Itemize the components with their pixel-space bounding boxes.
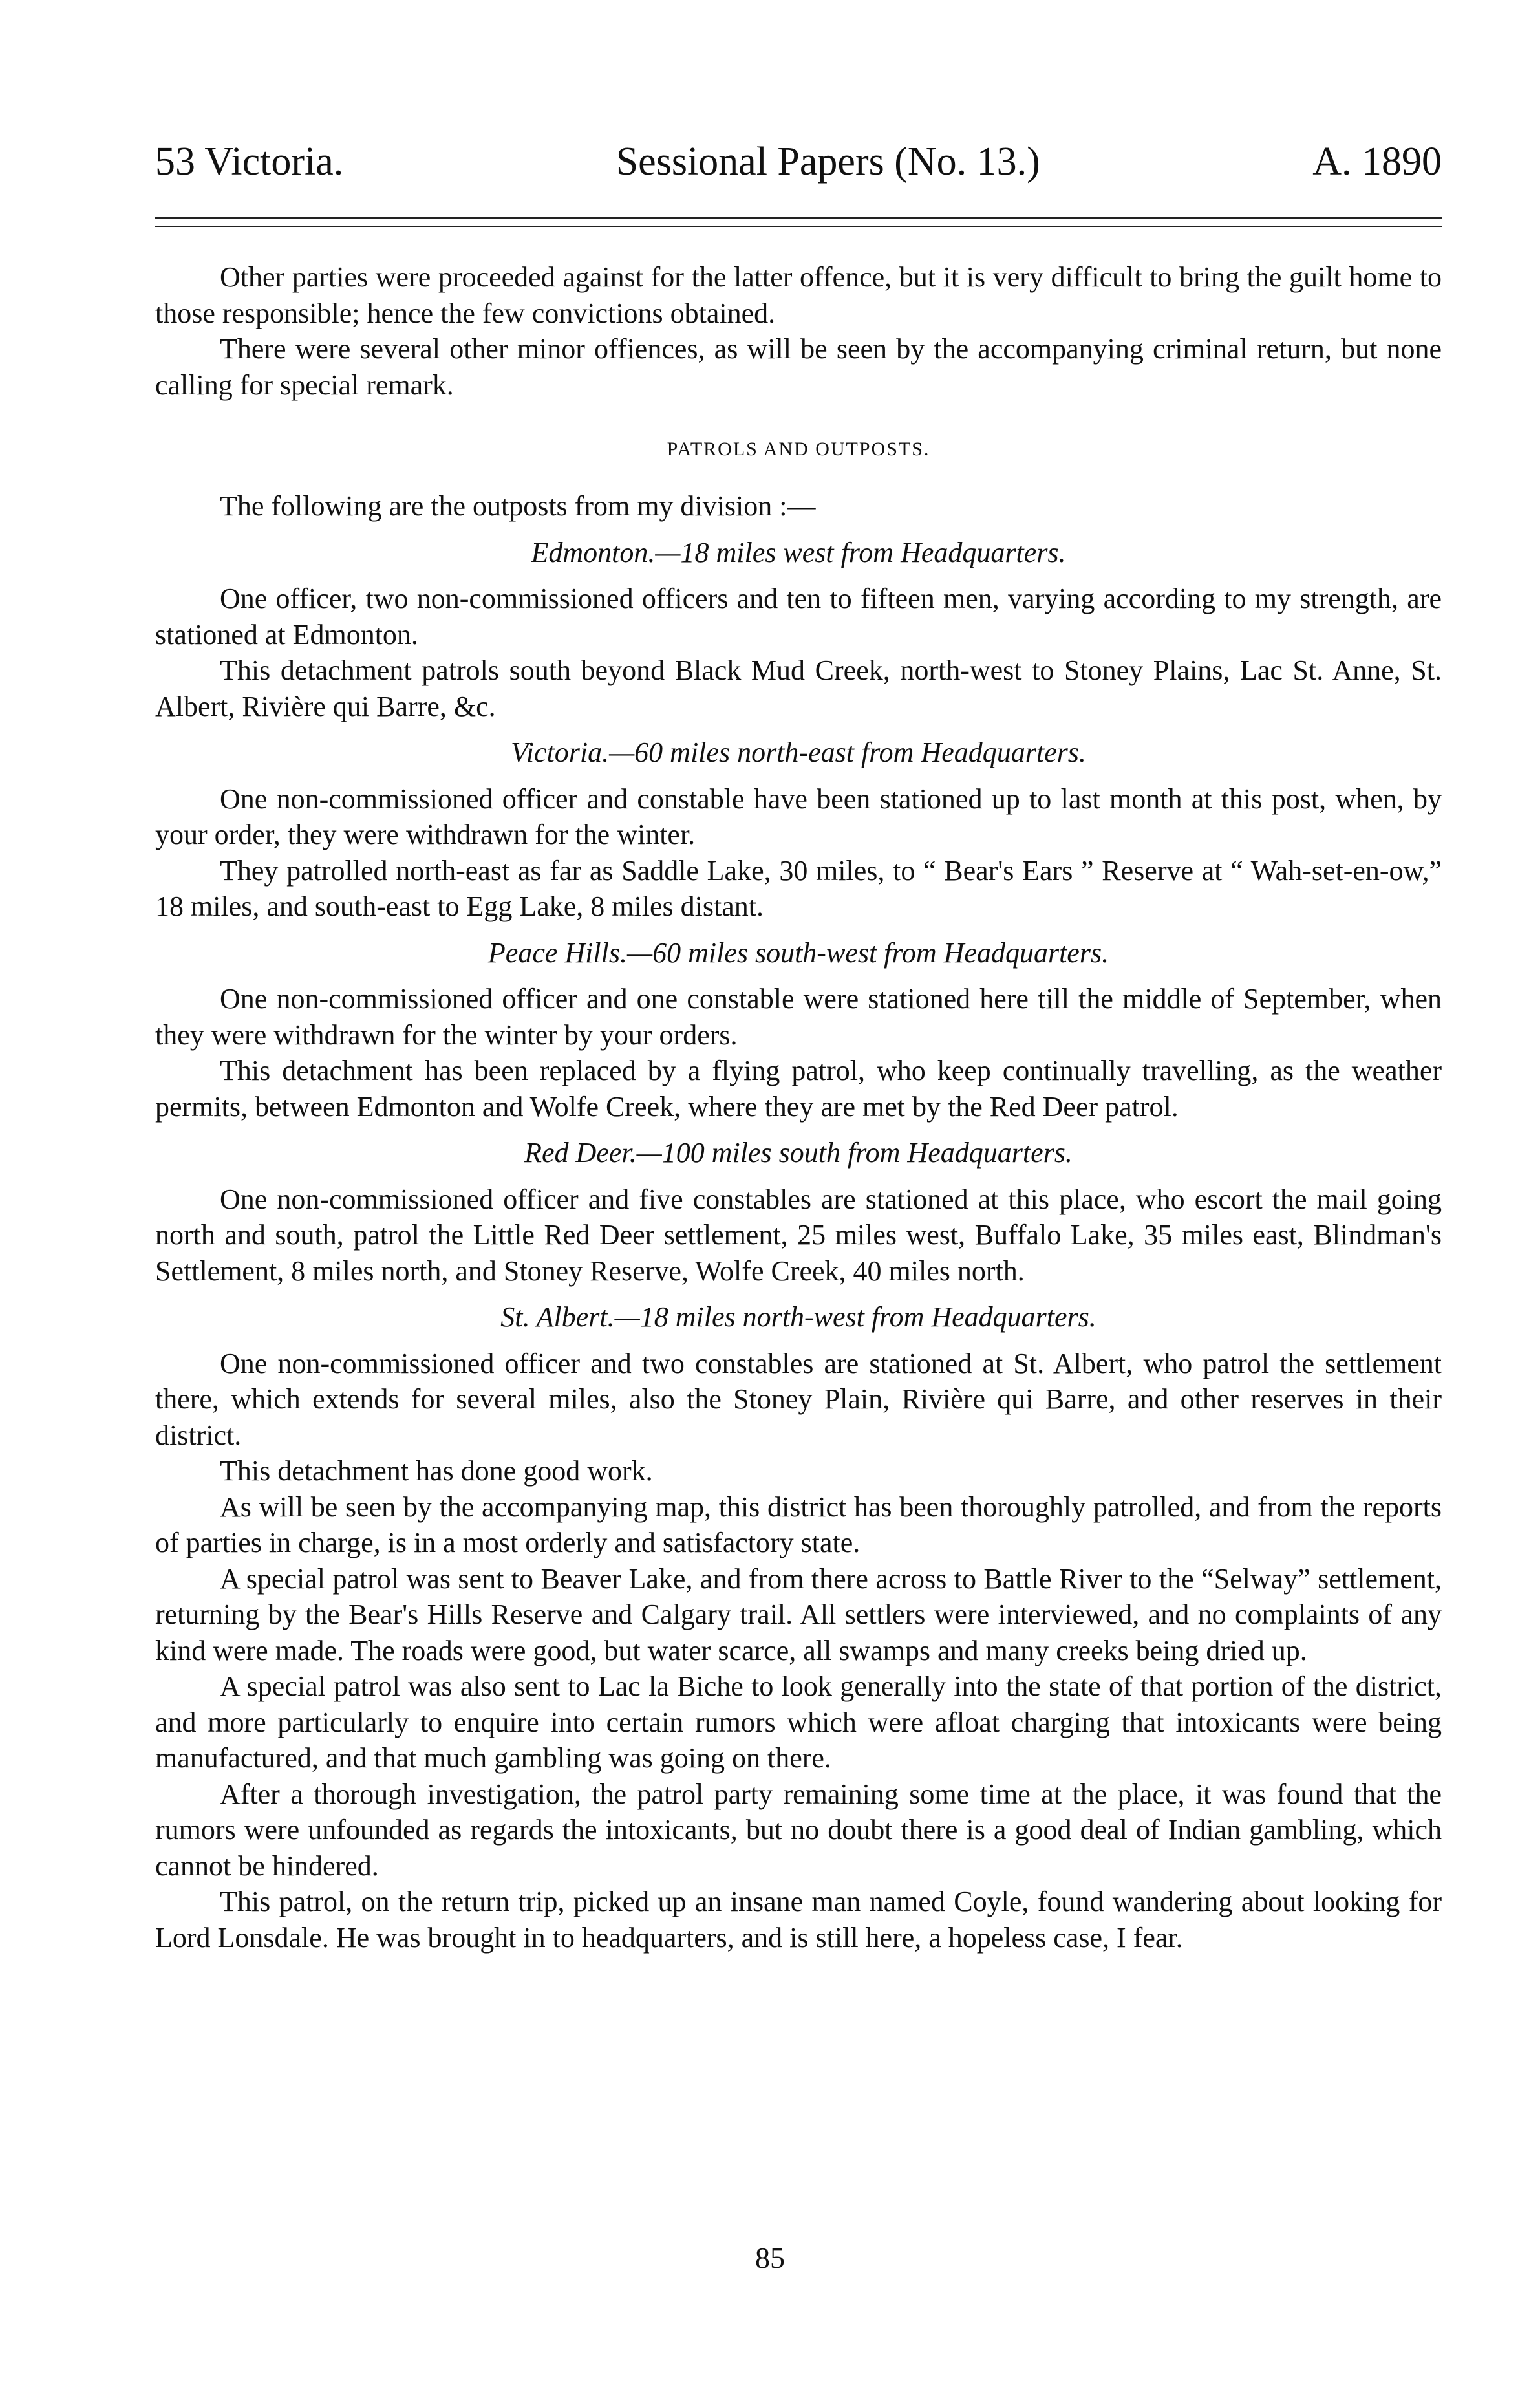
header-title: Sessional Papers (No. 13.) — [615, 140, 1040, 184]
report-body — [155, 259, 1442, 1956]
outpost-heading-st-albert: St. Albert.—18 miles north-west from Headquarters. — [500, 1301, 1096, 1333]
header-session: 53 Victoria. — [155, 140, 344, 184]
paragraph: Other parties were proceeded against for the latter offence, but it is very difficult to bring the guilt home to those responsible; hence the few convictions obtained. — [155, 261, 1442, 329]
document-page — [155, 136, 1442, 1956]
paragraph: This detachment has done good work. — [220, 1455, 653, 1487]
header-rule — [155, 217, 1442, 227]
paragraph: A special patrol was also sent to Lac la Biche to look generally into the state of that portion of the district, and more particularly to enquire into certain rumors which were afloat charging that intoxicants were being manufactured, and that much gambling was going on there. — [155, 1670, 1442, 1774]
paragraph: This detachment has been replaced by a flying patrol, who keep continually travelling, as the weather permits, between Edmonton and Wolfe Creek, where they are met by the Red Deer patrol. — [155, 1055, 1442, 1123]
paragraph: One non-commissioned officer and constable have been stationed up to last month at this post, when, by your order, they were withdrawn for the winter. — [155, 782, 1442, 850]
paragraph: They patrolled north-east as far as Saddle Lake, 30 miles, to “ Bear's Ears ” Reserve at “ Wah-set-en-ow,” 18 miles, and south-east to Egg Lake, 8 miles distant. — [155, 854, 1442, 922]
paragraph: There were several other minor offiences, as will be seen by the accompanying criminal return, but none calling for special remark. — [155, 333, 1442, 401]
paragraph: One officer, two non-commissioned officers and ten to fifteen men, varying according to my strength, are stationed at Edmonton. — [155, 583, 1442, 651]
paragraph: After a thorough investigation, the patrol party remaining some time at the place, it was found that the rumors were unfounded as regards the intoxicants, but no doubt there is a good deal of Indian gambling, which cannot be hindered. — [155, 1778, 1442, 1882]
section-heading: PATROLS AND OUTPOSTS. — [667, 438, 930, 460]
paragraph: As will be seen by the accompanying map, this district has been thoroughly patrolled, and from the reports of parties in charge, is in a most orderly and satisfactory state. — [155, 1491, 1442, 1558]
page-number: 85 — [755, 2241, 785, 2274]
outpost-heading-red-deer: Red Deer.—100 miles south from Headquarters. — [524, 1137, 1073, 1169]
paragraph: One non-commissioned officer and one constable were stationed here till the middle of September, when they were withdrawn for the winter by your orders. — [155, 983, 1442, 1051]
paragraph: This patrol, on the return trip, picked up an insane man named Coyle, found wandering about looking for Lord Lonsdale. He was brought in to headquarters, and is still here, a hopeless case, I fear. — [155, 1886, 1442, 1954]
outpost-heading-victoria: Victoria.—60 miles north-east from Headquarters. — [511, 737, 1086, 768]
paragraph: This detachment patrols south beyond Black Mud Creek, north-west to Stoney Plains, Lac St. Anne, St. Albert, Rivière qui Barre, &c. — [155, 654, 1442, 722]
paragraph: A special patrol was sent to Beaver Lake, and from there across to Battle River to the “Selway” settlement, returning by the Bear's Hills Reserve and Calgary trail. All settlers were interviewed, and no complaints of any kind were made. The roads were good, but water scarce, all swamps and many creeks being dried up. — [155, 1562, 1442, 1666]
paragraph: One non-commissioned officer and five constables are stationed at this place, who escort the mail going north and south, patrol the Little Red Deer settlement, 25 miles west, Buffalo Lake, 35 miles east, Blindman's Settlement, 8 miles north, and Stoney Reserve, Wolfe Creek, 40 miles north. — [155, 1183, 1442, 1287]
paragraph: The following are the outposts from my division :— — [220, 490, 816, 522]
outpost-heading-edmonton: Edmonton.—18 miles west from Headquarters. — [531, 536, 1066, 568]
running-header — [155, 136, 1442, 188]
paragraph: One non-commissioned officer and two constables are stationed at St. Albert, who patrol the settlement there, which extends for several miles, also the Stoney Plain, Rivière qui Barre, and other reserves in their district. — [155, 1347, 1442, 1451]
outpost-heading-peace-hills: Peace Hills.—60 miles south-west from Headquarters. — [487, 936, 1109, 969]
header-year: A. 1890 — [1312, 140, 1442, 184]
